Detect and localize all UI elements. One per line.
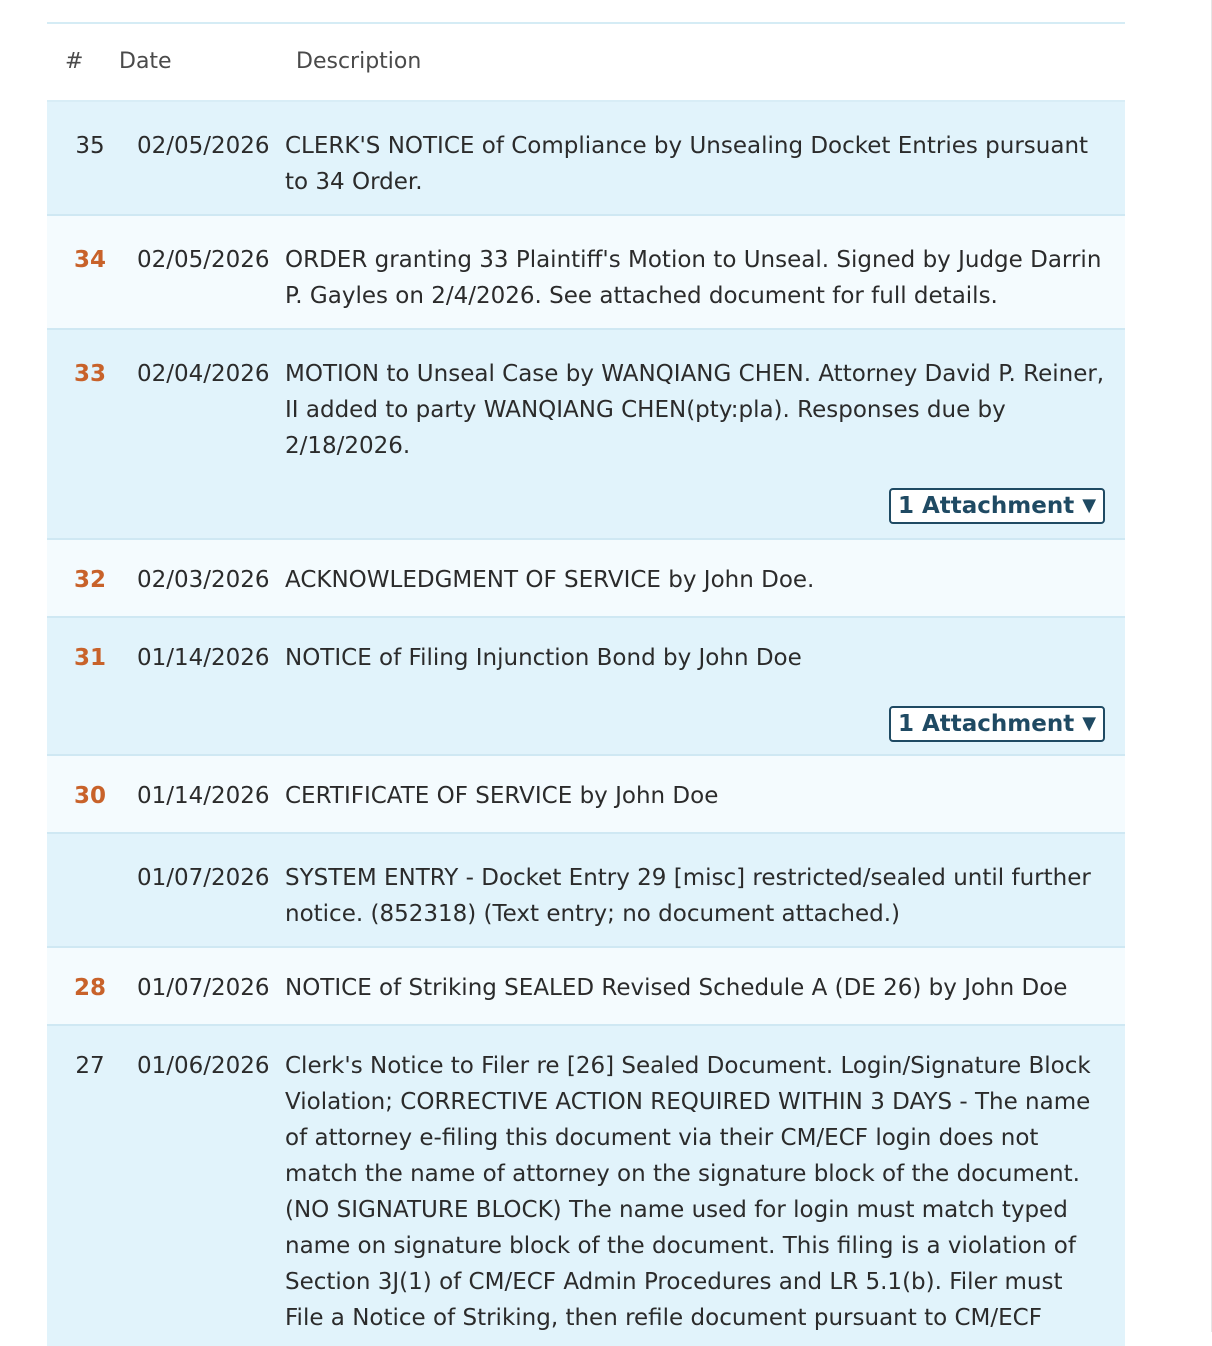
entry-number-link[interactable]: 34 [73,247,106,273]
entry-date: 02/03/2026 [137,567,270,593]
docket-table [47,22,1125,1346]
table-header [47,24,1125,102]
docket-row-31 [47,618,1125,756]
docket-row-34 [47,216,1125,330]
entry-description: Clerk's Notice to Filer re [26] Sealed Document. Login/Signature Block Violation; CORRECTIVE ACTION REQUIRED WITHIN 3 DAYS - The name of attorney e-filing this document via their CM/ECF login does not match the name of attorney on the signature block of the document. (NO SIGNATURE BLOCK) The name used for login must match typed name on signature block of the document. This filing is a violation of Section 3J(1) of CM/ECF Admin Procedures and LR 5.1(b). Filer must File a Notice of Striking, then refile document pursuant to CM/ECF [285,1053,1091,1331]
caret-down-icon: ▼ [1082,713,1097,734]
attachment-label: 1 Attachment [897,711,1075,737]
header-description: Description [296,49,422,74]
entry-date: 01/14/2026 [137,783,270,809]
entry-number-link[interactable]: 28 [73,975,106,1001]
header-date: Date [119,49,172,74]
docket-row-33 [47,330,1125,540]
entry-date: 01/06/2026 [137,1053,270,1079]
entry-description: SYSTEM ENTRY - Docket Entry 29 [misc] restricted/sealed until further notice. (852318) (Text entry; no document attached.) [285,865,1091,927]
entry-description: ORDER granting 33 Plaintiff's Motion to Unseal. Signed by Judge Darrin P. Gayles on 2/4/2026. See attached document for full details. [285,247,1102,309]
entry-description: MOTION to Unseal Case by WANQIANG CHEN. Attorney David P. Reiner, II added to party WANQIANG CHEN(pty:pla). Responses due by 2/18/2026. [285,361,1105,459]
docket-row-35 [47,102,1125,216]
entry-number: 35 [75,133,105,159]
entry-number: 27 [75,1053,105,1079]
attachment-dropdown-button[interactable] [889,706,1105,742]
entry-description: NOTICE of Filing Injunction Bond by John Doe [285,645,802,671]
entry-date: 02/05/2026 [137,133,270,159]
entry-description: ACKNOWLEDGMENT OF SERVICE by John Doe. [285,567,815,593]
attachment-dropdown-button[interactable] [889,488,1105,524]
docket-row-system-entry [47,834,1125,948]
docket-row-30 [47,756,1125,834]
caret-down-icon: ▼ [1082,495,1097,516]
entry-number-link[interactable]: 31 [73,645,106,671]
entry-date: 02/05/2026 [137,247,270,273]
entry-date: 01/07/2026 [137,975,270,1001]
entry-date: 01/07/2026 [137,865,270,891]
entry-number-link[interactable]: 30 [73,783,106,809]
header-number: # [65,49,84,74]
entry-number-link[interactable]: 32 [73,567,106,593]
docket-row-28 [47,948,1125,1026]
docket-row-27 [47,1026,1125,1346]
docket-row-32 [47,540,1125,618]
entry-date: 02/04/2026 [137,361,270,387]
entry-date: 01/14/2026 [137,645,270,671]
entry-description: NOTICE of Striking SEALED Revised Schedule A (DE 26) by John Doe [285,975,1068,1001]
entry-number-link[interactable]: 33 [73,361,106,387]
attachment-label: 1 Attachment [897,493,1075,519]
entry-description: CERTIFICATE OF SERVICE by John Doe [285,783,719,809]
entry-description: CLERK'S NOTICE of Compliance by Unsealing Docket Entries pursuant to 34 Order. [285,133,1089,195]
